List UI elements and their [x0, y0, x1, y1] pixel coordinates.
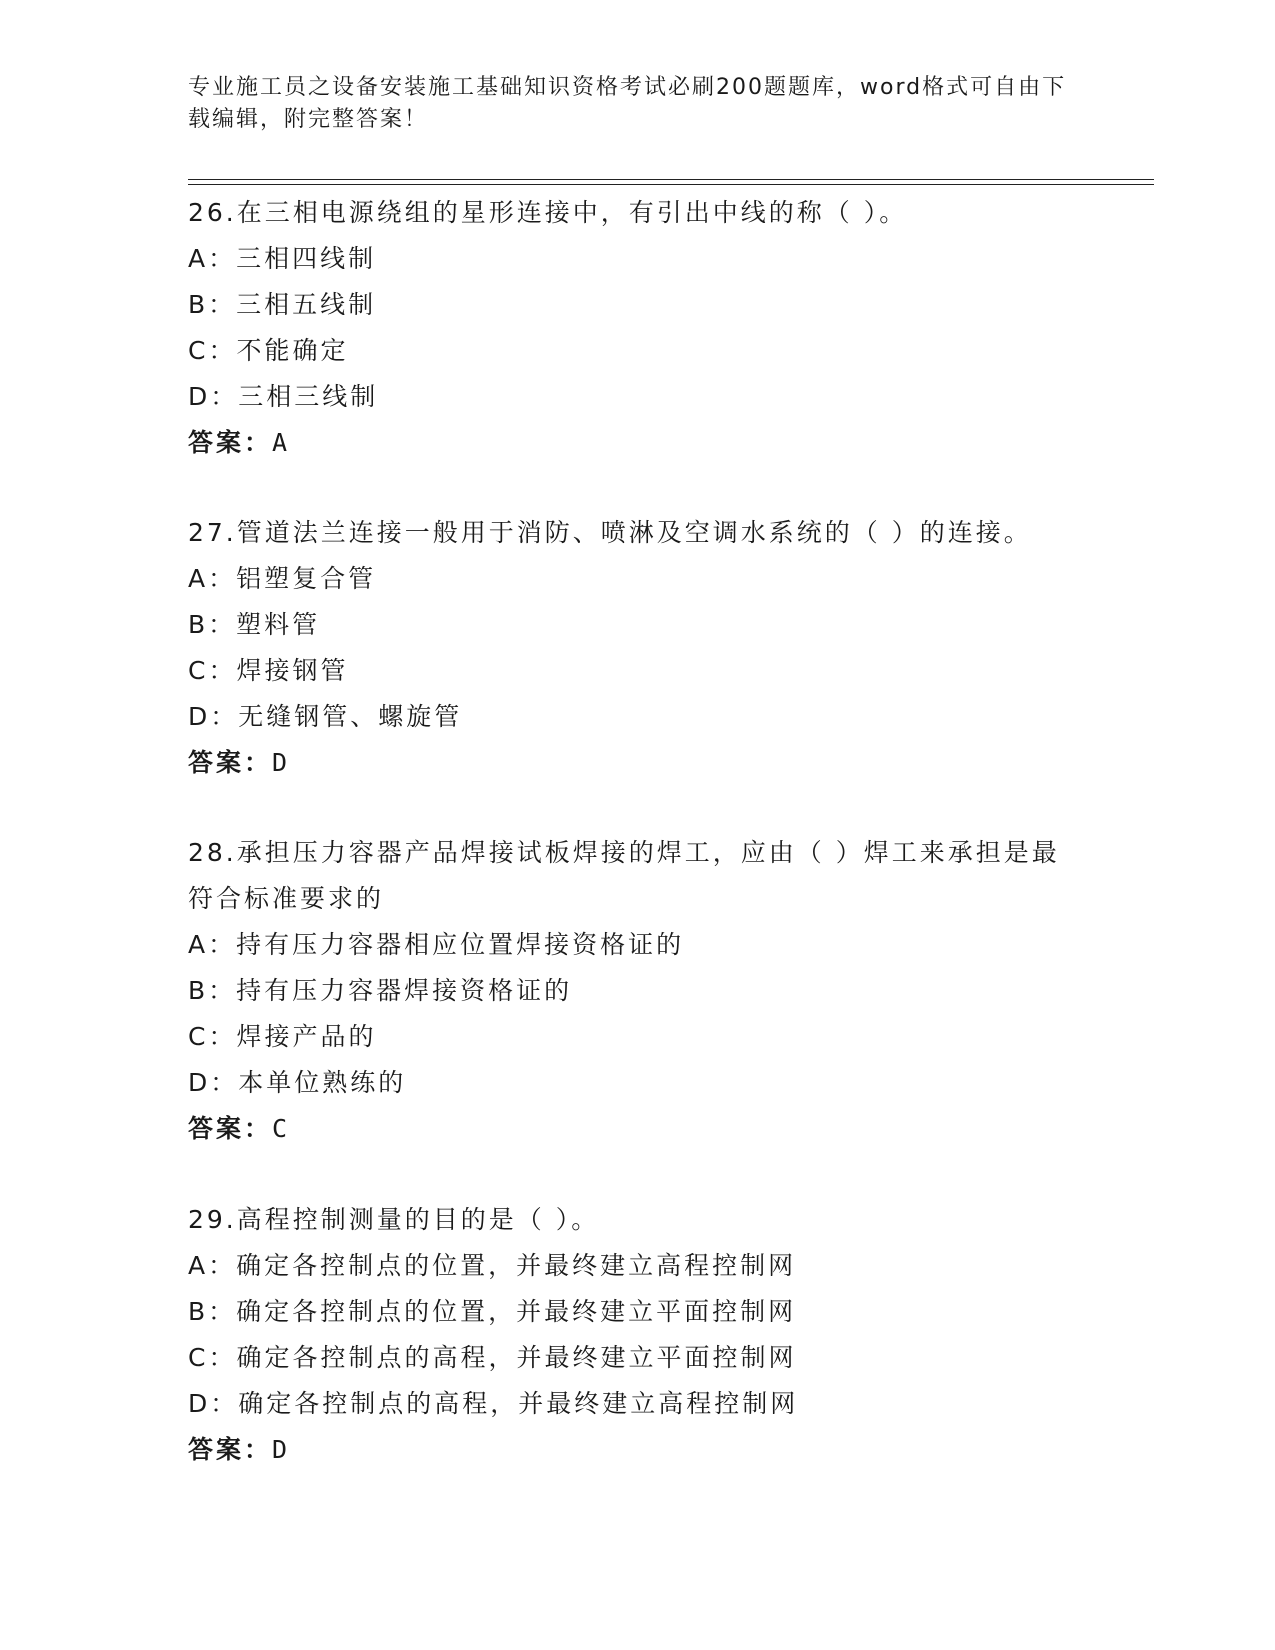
question-28: [188, 830, 1088, 1152]
option-b: B：确定各控制点的位置，并最终建立平面控制网: [188, 1297, 797, 1326]
option-d: D：本单位熟练的: [188, 1068, 407, 1097]
question-26: [188, 190, 1088, 466]
question-29: [188, 1197, 1088, 1473]
option-b: B：三相五线制: [188, 290, 377, 319]
header-divider-bottom: [188, 184, 1154, 185]
answer-value: D: [272, 1435, 291, 1464]
option-b: B：塑料管: [188, 610, 321, 639]
answer-label: 答案：: [188, 1435, 273, 1464]
option-a: A：三相四线制: [188, 244, 377, 273]
answer-label: 答案：: [188, 428, 273, 457]
answer-line: [188, 1427, 1088, 1473]
answer-value: A: [272, 428, 291, 457]
option-a: A：铝塑复合管: [188, 564, 377, 593]
option-c: C：确定各控制点的高程，并最终建立平面控制网: [188, 1343, 797, 1372]
option-d: D：确定各控制点的高程，并最终建立高程控制网: [188, 1389, 799, 1418]
option-b: B：持有压力容器焊接资格证的: [188, 976, 573, 1005]
question-stem: 26.在三相电源绕组的星形连接中，有引出中线的称（ ）。: [188, 198, 908, 227]
answer-label: 答案：: [188, 748, 273, 777]
question-stem: 27.管道法兰连接一般用于消防、喷淋及空调水系统的（ ）的连接。: [188, 518, 1032, 547]
question-stem: 28.承担压力容器产品焊接试板焊接的焊工，应由（ ）焊工来承担是最符合标准要求的: [188, 838, 1060, 913]
document-header: 专业施工员之设备安装施工基础知识资格考试必刷200题题库，word格式可自由下载编辑，附完整答案！: [188, 75, 1067, 132]
answer-line: [188, 740, 1088, 786]
answer-line: [188, 1106, 1088, 1152]
answer-value: C: [272, 1114, 291, 1143]
answer-value: D: [272, 748, 291, 777]
answer-line: [188, 420, 1088, 466]
option-c: C：焊接钢管: [188, 656, 349, 685]
option-c: C：不能确定: [188, 336, 349, 365]
header-divider-top: [188, 179, 1154, 180]
question-27: [188, 510, 1088, 786]
answer-label: 答案：: [188, 1114, 273, 1143]
option-d: D：无缝钢管、螺旋管: [188, 702, 463, 731]
option-d: D：三相三线制: [188, 382, 379, 411]
option-c: C：焊接产品的: [188, 1022, 377, 1051]
option-a: A：持有压力容器相应位置焊接资格证的: [188, 930, 685, 959]
option-a: A：确定各控制点的位置，并最终建立高程控制网: [188, 1251, 797, 1280]
question-stem: 29.高程控制测量的目的是（ ）。: [188, 1205, 600, 1234]
